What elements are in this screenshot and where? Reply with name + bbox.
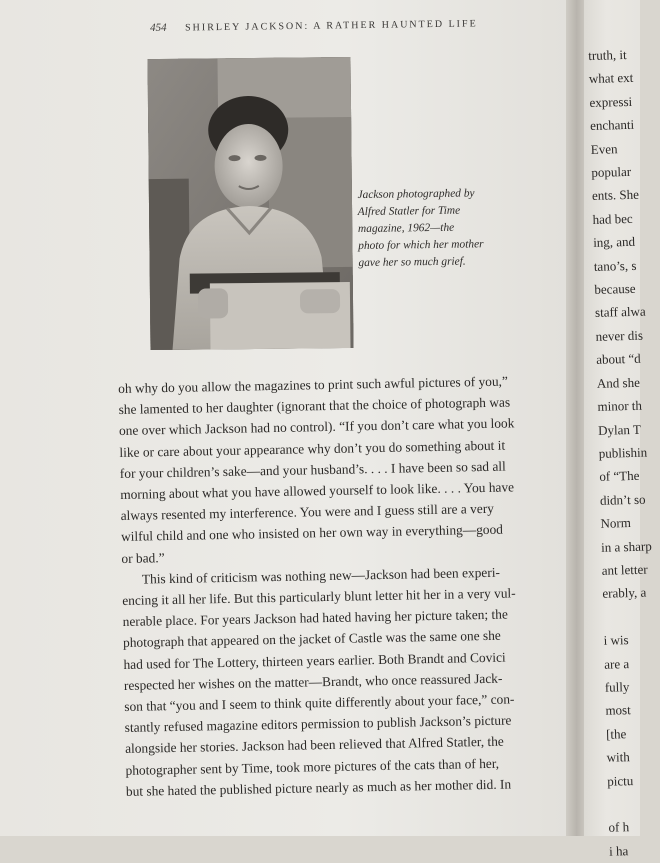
page-number: 454 [150, 21, 167, 34]
body-line: or bad.” [121, 549, 165, 566]
caption-line: magazine, 1962—the [357, 221, 455, 236]
body-line: oh why do you allow the magazines to print such awful pictures of you,” [118, 373, 509, 396]
right-page-line: And she [596, 374, 641, 391]
caption-line: photo for which her mother [358, 238, 484, 253]
right-page-line: ant letter [601, 561, 648, 578]
right-page-line: tano’s, s [593, 257, 637, 274]
body-line: son that “you and I seem to think quite differently about your face,” con- [124, 691, 515, 714]
body-line: like or care about your appearance why don’t you do something about it [119, 437, 506, 460]
right-page-line: Norm [600, 515, 632, 531]
right-page-line [608, 791, 659, 816]
right-page-line: Even [590, 140, 618, 157]
right-page-line: popular [591, 163, 632, 180]
portrait-photo-graphic [147, 57, 353, 350]
right-page-line: never dis [595, 327, 644, 344]
right-page-line: in a sharp [600, 538, 652, 555]
body-line: stantly refused magazine editors permission to publish Jackson’s picture [124, 712, 512, 736]
right-page-line: because [594, 280, 636, 297]
right-page-line [603, 604, 654, 629]
right-page-line: with [606, 749, 630, 765]
right-page-line: [the [605, 726, 627, 742]
body-line: she lamented to her daughter (ignorant that the choice of photograph was [118, 394, 511, 418]
right-page-line: publishin [598, 444, 648, 461]
right-page-line: had bec [592, 210, 633, 227]
right-page-line: truth, it [588, 46, 627, 63]
body-line: wilful child and one who insisted on her own way in everything—good [120, 522, 504, 545]
right-page-line: staff alwa [594, 304, 646, 321]
body-line: one over which Jackson had no control). “If you don’t care what you look [118, 415, 515, 439]
right-page-line: about “d [596, 351, 641, 368]
caption-line: Alfred Statler for Time [357, 204, 461, 219]
right-page-line: minor th [597, 397, 643, 414]
right-page-line: of h [608, 819, 630, 836]
caption-line: gave her so much grief. [358, 255, 466, 270]
right-page-line: pictu [607, 772, 634, 789]
right-page-line: expressi [589, 93, 633, 110]
right-page-line: of “The [599, 468, 640, 485]
body-line: had used for The Lottery, thirteen years earlier. Both Brandt and Covici [123, 649, 506, 672]
right-page-line: what ext [588, 70, 634, 87]
right-page-line: most [605, 702, 631, 719]
body-line: always resented my interference. You were and I guess still are a very [120, 501, 495, 524]
right-page-line: are a [604, 655, 630, 672]
body-text [118, 370, 566, 802]
right-page-line: ing, and [593, 234, 636, 251]
right-page-line: enchanti [589, 117, 635, 134]
body-line: respected her wishes on the matter—Brandt, who once reassured Jack- [123, 670, 503, 693]
right-page-line: Dylan T [597, 421, 642, 438]
body-line: This kind of criticism was nothing new—Jackson had been experi- [141, 564, 501, 587]
body-line: photographer sent by Time, took more pictures of the cats than of her, [125, 755, 500, 778]
portrait-photo-icon [147, 57, 353, 350]
photo-caption [357, 185, 508, 272]
caption-line: Jackson photographed by [357, 187, 475, 202]
right-page-line: i ha [608, 843, 629, 859]
body-line: morning about what you have allowed yourself to look like. . . . You have [120, 479, 515, 502]
right-page-line: ents. She [591, 187, 640, 204]
right-page-line: i wis [603, 632, 629, 648]
running-head [150, 16, 550, 34]
right-page [584, 0, 652, 859]
body-line: photograph that appeared on the jacket of Castle was the same one she [122, 628, 501, 651]
right-page-line: fully [604, 679, 630, 695]
running-head-title: SHIRLEY JACKSON: A RATHER HAUNTED LIFE [185, 18, 478, 34]
right-page-line: erably, a [602, 585, 647, 602]
body-line: alongside her stories. Jackson had been relieved that Alfred Statler, the [124, 734, 504, 757]
body-line: but she hated the published picture nearly as much as her mother did. In [125, 776, 512, 799]
body-line: nerable place. For years Jackson had hated having her picture taken; the [122, 606, 508, 630]
right-page-line: didn’t so [599, 491, 646, 508]
right-page-text [588, 43, 660, 863]
body-line: for your children’s sake—and your husband’s. . . . I have been so sad all [119, 458, 506, 481]
body-line: encing it all her life. But this particularly blunt letter hit her in a very vul- [122, 585, 516, 608]
